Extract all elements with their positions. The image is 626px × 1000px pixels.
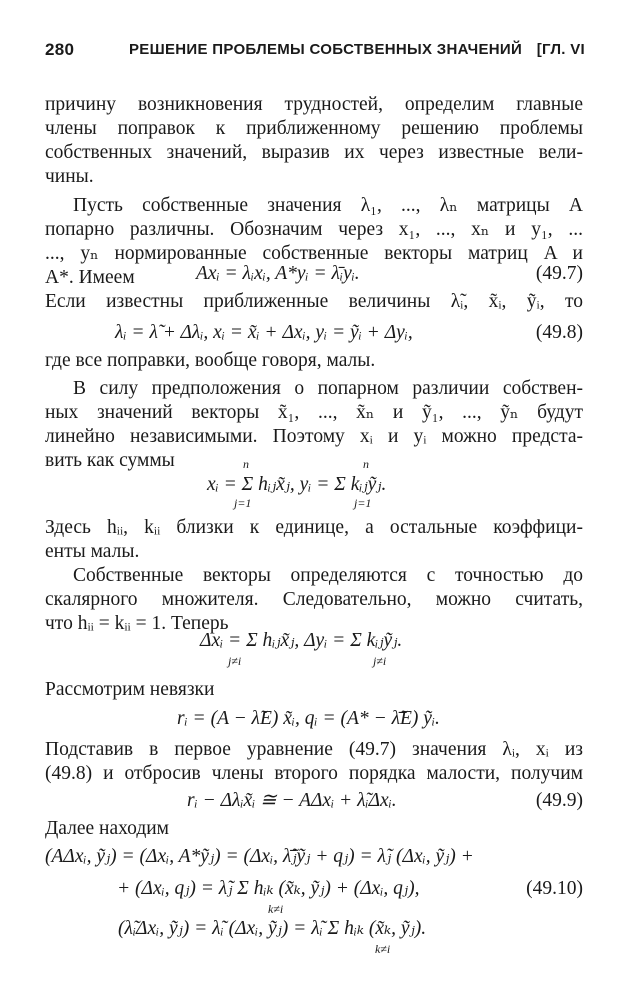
running-title: РЕШЕНИЕ ПРОБЛЕМЫ СОБСТВЕННЫХ ЗНАЧЕНИЙ <box>129 41 523 58</box>
equation-49-10-line-3: (λ̃ᵢΔxᵢ, ỹⱼ) = λ̃ᵢ (Δxᵢ, ỹⱼ) = λ̃ᵢ Σ hᵢₖ (x̃ₖ, ỹⱼ). <box>118 918 427 939</box>
sum-lower-limit: k≠i <box>268 902 284 916</box>
equation-49-10-line-1: (AΔxᵢ, ỹⱼ) = (Δxᵢ, A*ỹⱼ) = (Δxᵢ, λ̃̄ⱼỹⱼ + qⱼ) = λ̃ⱼ (Δxᵢ, ỹⱼ) + <box>45 846 474 867</box>
text-line: Далее находим <box>45 818 170 839</box>
text-line: вить как суммы <box>45 450 175 471</box>
text-line: чины. <box>45 166 94 187</box>
sum-upper-limit: n <box>243 457 249 471</box>
text-line: Рассмотрим невязки <box>45 679 215 700</box>
text-line: линейно независимыми. Поэтому xᵢ и yᵢ можно предста- <box>45 426 583 447</box>
equation-number: (49.10) <box>526 878 583 899</box>
text-line: A*. Имеем <box>45 267 135 288</box>
text-line: что hᵢᵢ = kᵢᵢ = 1. Теперь <box>45 613 229 634</box>
text-line: (49.8) и отбросив члены второго порядка малости, получим <box>45 763 583 784</box>
text-line: где все поправки, вообще говоря, малы. <box>45 350 376 371</box>
equation-number: (49.9) <box>535 790 583 811</box>
sum-lower-limit: j≠i <box>373 654 387 668</box>
equation-number: (49.8) <box>535 322 583 343</box>
text-line: попарно различны. Обозначим через x₁, ..., xₙ и y₁, ... <box>45 219 583 240</box>
equation-number: (49.7) <box>535 263 583 284</box>
equation-sums: xᵢ = Σ hᵢⱼx̃ⱼ, yᵢ = Σ kᵢⱼỹⱼ. <box>207 474 387 495</box>
equation-49-8: λᵢ = λ̃ + Δλᵢ, xᵢ = x̃ᵢ + Δxᵢ, yᵢ = ỹᵢ + Δyᵢ, <box>115 322 413 343</box>
text-line: ..., yₙ нормированные собственные векторы матриц A и <box>45 243 583 264</box>
chapter-label: [ГЛ. VI <box>536 41 585 58</box>
page-number: 280 <box>45 40 75 59</box>
page-header <box>45 40 585 64</box>
equation-residuals: rᵢ = (A − λ̃E) x̃ᵢ, qᵢ = (A* − λ̃̄E) ỹᵢ. <box>177 708 440 729</box>
text-line: В силу предположения о попарном различии собствен- <box>73 378 583 399</box>
sum-lower-limit: j=1 <box>354 496 372 510</box>
text-line: Если известны приближенные величины λ̃ᵢ, x̃ᵢ, ỹᵢ, то <box>45 291 583 312</box>
text-line: причину возникновения трудностей, определим главные <box>45 94 583 115</box>
text-line: скалярного множителя. Следовательно, можно считать, <box>45 589 583 610</box>
text-line: Собственные векторы определяются с точностью до <box>73 565 583 586</box>
equation-49-9: rᵢ − Δλᵢx̃ᵢ ≅ − AΔxᵢ + λ̃ᵢΔxᵢ. <box>187 790 397 811</box>
text-line: Здесь hᵢᵢ, kᵢᵢ близки к единице, а остальные коэффици- <box>45 517 583 538</box>
sum-upper-limit: n <box>363 457 369 471</box>
text-line: члены поправок к приближенному решению проблемы <box>45 118 583 139</box>
text-line: ных значений векторы x̃₁, ..., x̃ₙ и ỹ₁, ..., ỹₙ будут <box>45 402 583 423</box>
sum-lower-limit: j=1 <box>234 496 252 510</box>
sum-lower-limit: k≠i <box>375 942 391 956</box>
equation-delta: Δxᵢ = Σ hᵢⱼx̃ⱼ, Δyᵢ = Σ kᵢⱼỹⱼ. <box>200 630 403 651</box>
text-line: енты малы. <box>45 541 140 562</box>
sum-lower-limit: j≠i <box>228 654 242 668</box>
text-line: Подставив в первое уравнение (49.7) значения λᵢ, xᵢ из <box>45 739 583 760</box>
text-line: собственных значений, выразив их через известные вели- <box>45 142 583 163</box>
equation-49-7: Axᵢ = λᵢxᵢ, A*yᵢ = λ̄ᵢyᵢ. <box>196 263 360 284</box>
text-line: Пусть собственные значения λ₁, ..., λₙ матрицы A <box>73 195 583 216</box>
equation-49-10-line-2: + (Δxᵢ, qⱼ) = λ̃ⱼ Σ hᵢₖ (x̃ₖ, ỹⱼ) + (Δxᵢ, qⱼ), <box>117 878 420 899</box>
